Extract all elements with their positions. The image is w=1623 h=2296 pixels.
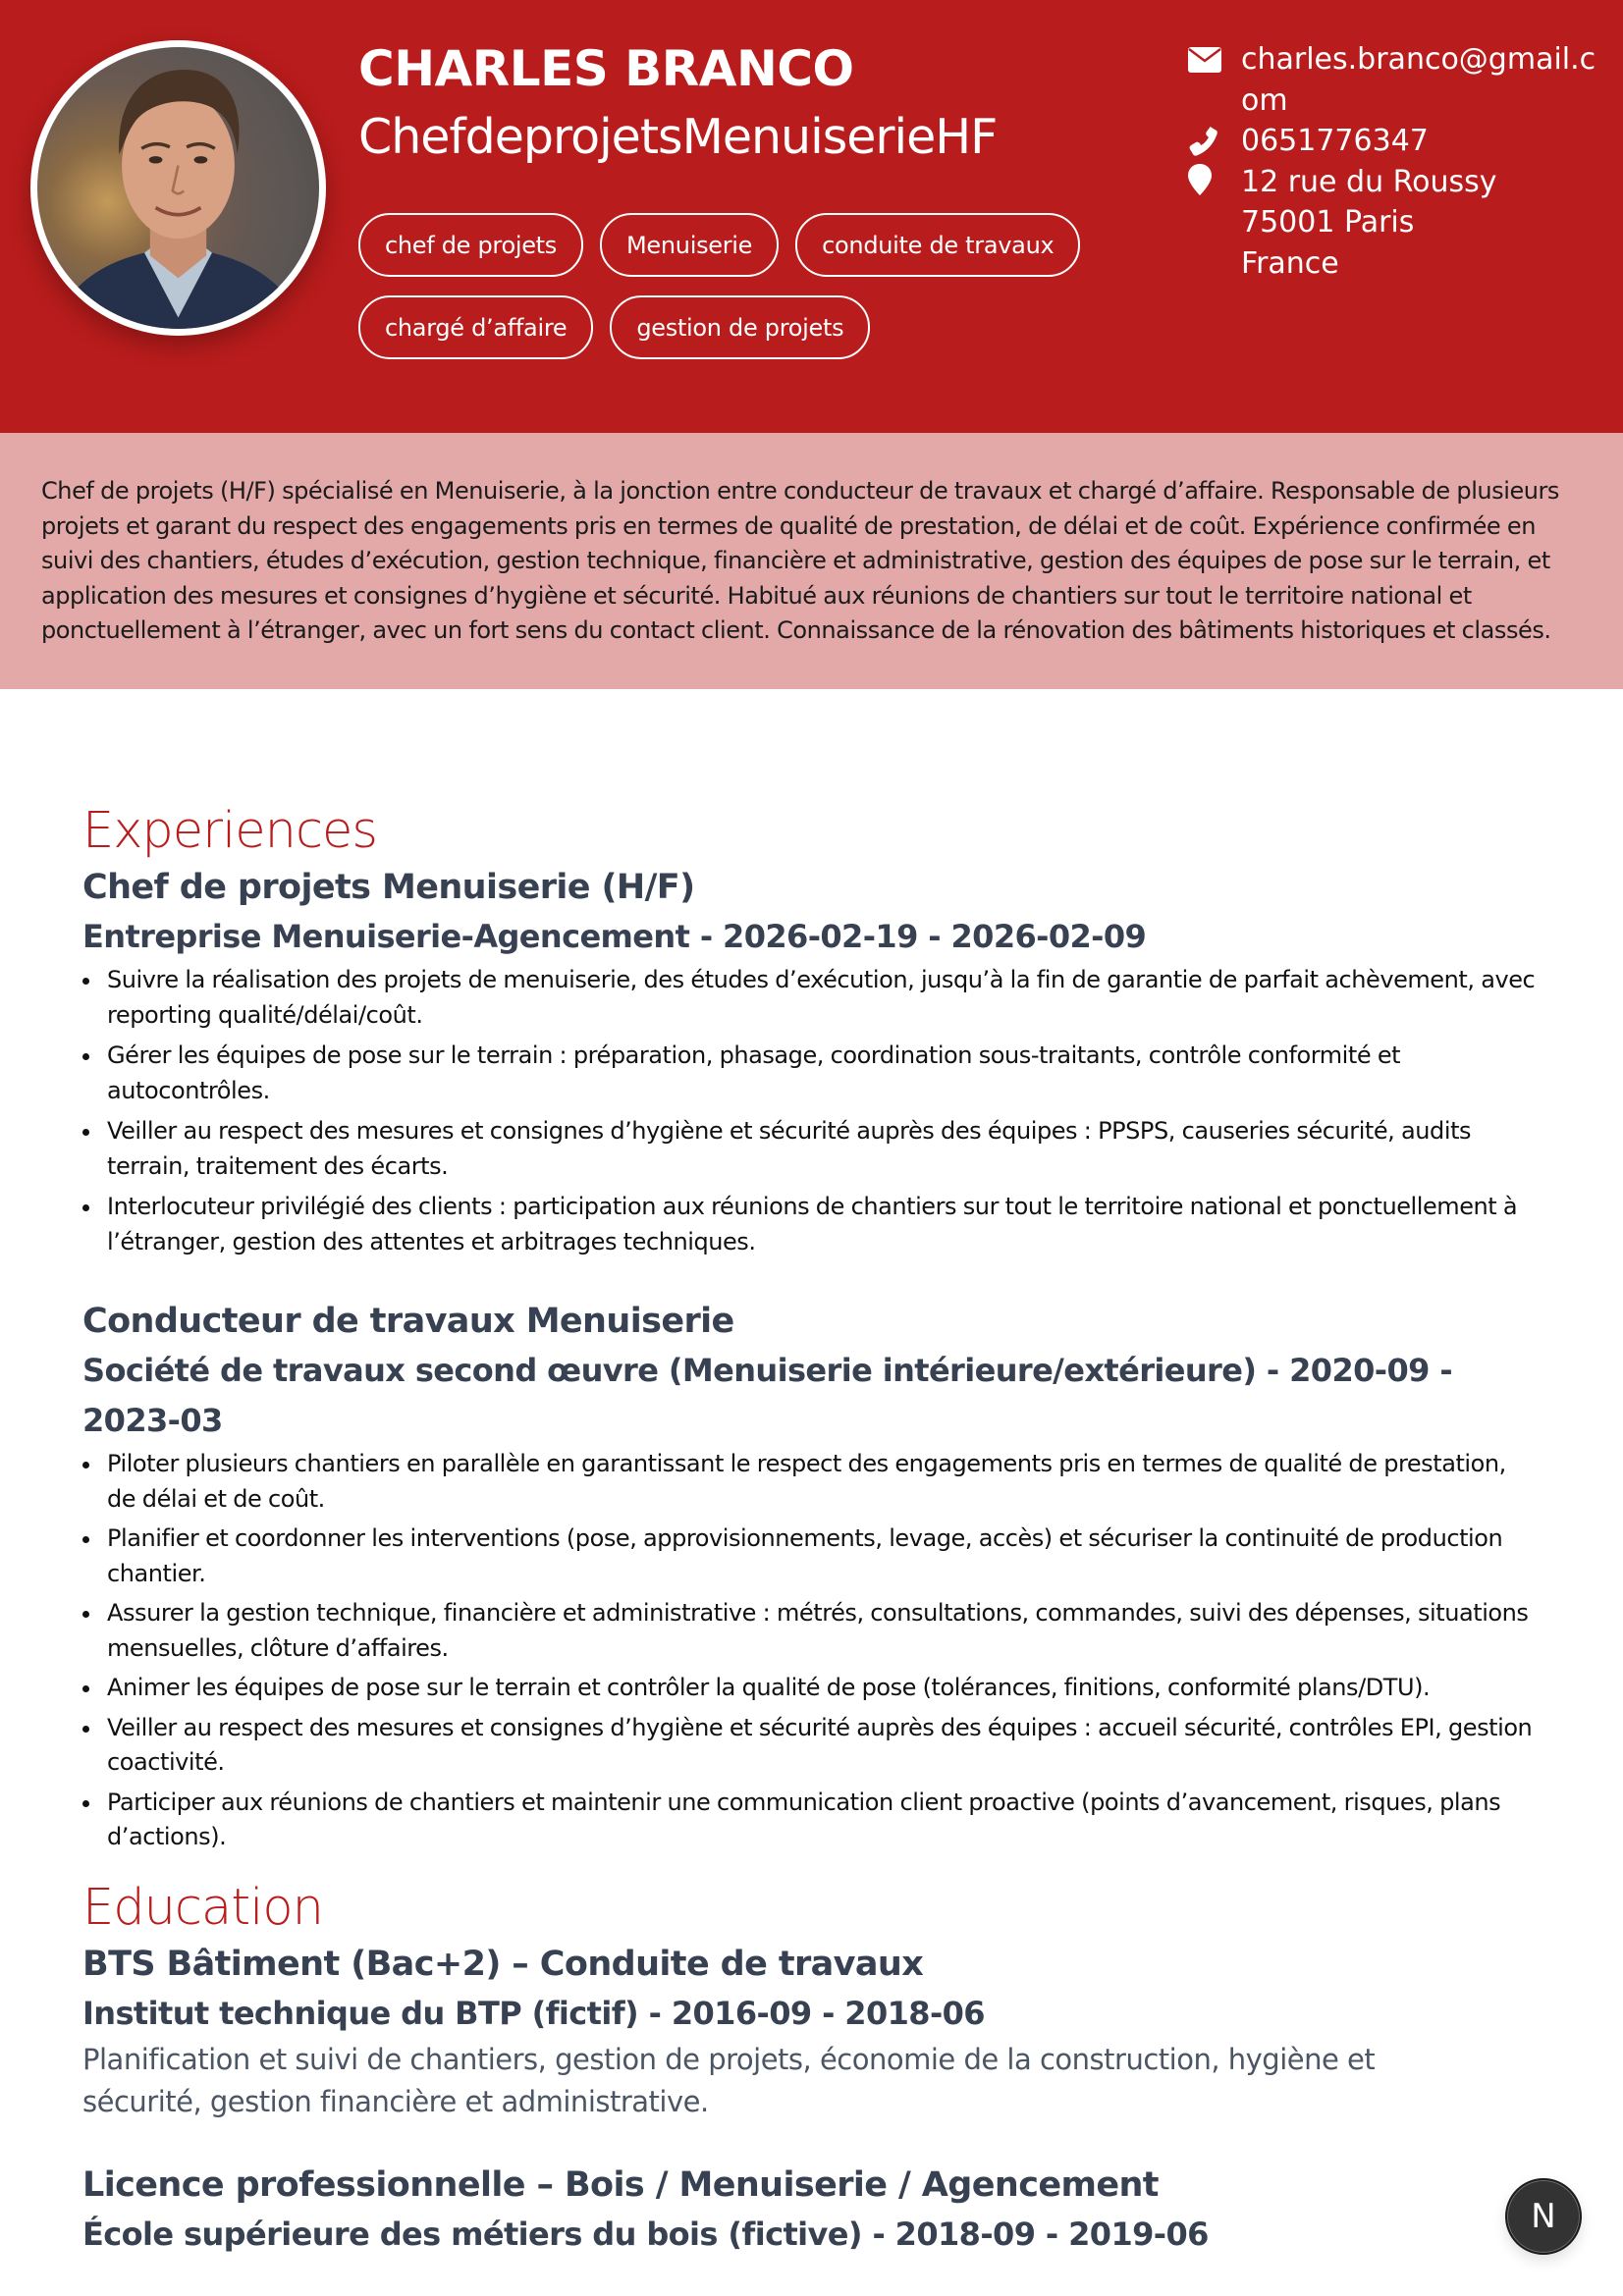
job-bullet: Participer aux réunions de chantiers et maintenir une communication client proactive (points d’avancement, risques, plans d’actions). bbox=[82, 1786, 1536, 1855]
experience-item bbox=[82, 1297, 1555, 1855]
map-marker-icon bbox=[1188, 162, 1241, 203]
job-bullet: Suivre la réalisation des projets de menuiserie, des études d’exécution, jusqu’à la fin de garantie de parfait achèvement, avec reporting qualité/délai/coût. bbox=[82, 963, 1536, 1033]
experiences-section bbox=[82, 800, 1555, 1855]
degree-title: BTS Bâtiment (Bac+2) – Conduite de travaux bbox=[82, 1944, 924, 1984]
candidate-name: CHARLES BRANCO bbox=[358, 40, 854, 97]
job-bullet: Veiller au respect des mesures et consignes d’hygiène et sécurité auprès des équipes : PPSPS, causeries sécurité, audits terrain, traitement des écarts. bbox=[82, 1114, 1536, 1184]
envelope-icon bbox=[1188, 39, 1241, 80]
skill-tag: gestion de projets bbox=[610, 295, 870, 359]
profile-photo bbox=[37, 47, 319, 329]
address-line-street: 12 rue du Roussy bbox=[1241, 164, 1497, 199]
person-portrait-icon bbox=[37, 47, 319, 329]
job-company-dates: Entreprise Menuiserie-Agencement - 2026-02-19 - 2026-02-09 bbox=[82, 918, 1147, 955]
skill-tag: chef de projets bbox=[358, 213, 583, 277]
school-dates: École supérieure des métiers du bois (fictive) - 2018-09 - 2019-06 bbox=[82, 2215, 1209, 2253]
nextjs-badge-button[interactable] bbox=[1505, 2178, 1582, 2255]
skill-tag: chargé d’affaire bbox=[358, 295, 593, 359]
job-bullet: Veiller au respect des mesures et consignes d’hygiène et sécurité auprès des équipes : accueil sécurité, contrôles EPI, gestion coactivité. bbox=[82, 1711, 1536, 1781]
summary-text: Chef de projets (H/F) spécialisé en Menuiserie, à la jonction entre conducteur de travaux et chargé d’affaire. Responsable de plusieurs projets et garant du respect des engagements pris en termes de qualité de prestation, de délai et de coût. Expérience confirmée en suivi des chantiers, études d’exécution, gestion technique, financière et administrative, gestion des équipes de pose sur le terrain, et application des mesures et consignes d’hygiène et sécurité. Habitué aux réunions de chantiers sur tout le territoire national et ponctuellement à l’étranger, avec un fort sens du contact client. Connaissance de la rénovation des bâtiments historiques et classés. bbox=[41, 477, 1559, 645]
phone-icon bbox=[1188, 121, 1241, 162]
profile-photo-frame bbox=[30, 40, 326, 336]
candidate-title: ChefdeprojetsMenuiserieHF bbox=[358, 109, 998, 165]
job-company-dates: Société de travaux second œuvre (Menuiserie intérieure/extérieure) - 2020-09 - 2023-03 bbox=[82, 1352, 1453, 1439]
experience-item bbox=[82, 863, 1555, 1259]
job-title: Conducteur de travaux Menuiserie bbox=[82, 1302, 734, 1341]
education-section bbox=[82, 1877, 1555, 2260]
job-bullet: Gérer les équipes de pose sur le terrain : préparation, phasage, coordination sous-traitants, contrôle conformité et autocontrôles. bbox=[82, 1039, 1536, 1108]
skill-tag: Menuiserie bbox=[600, 213, 779, 277]
email-link[interactable]: charles.branco@gmail.com bbox=[1241, 42, 1596, 118]
profile-summary bbox=[0, 433, 1623, 689]
address-line-country: France bbox=[1241, 245, 1339, 281]
contact-address bbox=[1188, 162, 1600, 285]
section-title-education: Education bbox=[82, 1878, 323, 1937]
education-item bbox=[82, 1940, 1555, 2123]
resume-header bbox=[0, 0, 1623, 433]
job-bullet: Animer les équipes de pose sur le terrain et contrôler la qualité de pose (tolérances, finitions, conformité plans/DTU). bbox=[82, 1671, 1536, 1706]
resume-body bbox=[82, 800, 1555, 2260]
nextjs-badge-icon: N bbox=[1531, 2197, 1556, 2236]
contact-info bbox=[1188, 39, 1600, 284]
job-bullets bbox=[82, 963, 1555, 1259]
address-block bbox=[1241, 162, 1497, 285]
education-item bbox=[82, 2161, 1555, 2260]
degree-description: Planification et suivi de chantiers, gestion de projets, économie de la construction, hygiène et sécurité, gestion financière et administrative. bbox=[82, 2042, 1376, 2118]
job-bullet: Piloter plusieurs chantiers en parallèle en garantissant le respect des engagements pris en termes de qualité de prestation, de délai et de coût. bbox=[82, 1447, 1536, 1517]
job-bullet: Assurer la gestion technique, financière et administrative : métrés, consultations, commandes, suivi des dépenses, situations mensuelles, clôture d’affaires. bbox=[82, 1596, 1536, 1666]
degree-title: Licence professionnelle – Bois / Menuiserie / Agencement bbox=[82, 2164, 1159, 2205]
job-bullets bbox=[82, 1447, 1555, 1855]
school-dates: Institut technique du BTP (fictif) - 2016-09 - 2018-06 bbox=[82, 1994, 985, 2032]
address-line-city: 75001 Paris bbox=[1241, 205, 1415, 240]
section-title-experiences: Experiences bbox=[82, 802, 377, 860]
job-bullet: Planifier et coordonner les interventions (pose, approvisionnements, levage, accès) et sécuriser la continuité de production chantier. bbox=[82, 1522, 1536, 1591]
phone-link[interactable]: 0651776347 bbox=[1241, 124, 1429, 158]
contact-phone bbox=[1188, 121, 1600, 162]
job-title: Chef de projets Menuiserie (H/F) bbox=[82, 868, 695, 907]
contact-email bbox=[1188, 39, 1600, 121]
job-bullet: Interlocuteur privilégié des clients : participation aux réunions de chantiers sur tout le territoire national et ponctuellement à l’étranger, gestion des attentes et arbitrages techniques. bbox=[82, 1190, 1536, 1259]
skill-tags bbox=[358, 213, 1105, 359]
skill-tag: conduite de travaux bbox=[795, 213, 1080, 277]
